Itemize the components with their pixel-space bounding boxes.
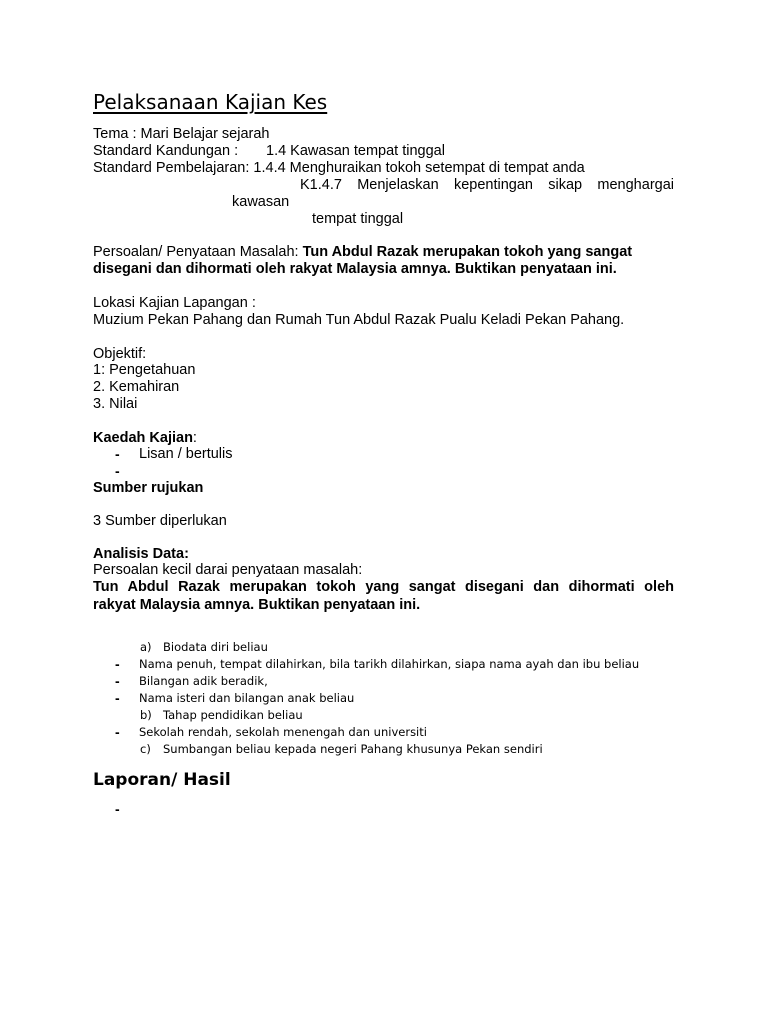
list-marker: b)	[140, 708, 152, 722]
bullet-dash: -	[115, 690, 120, 706]
list-item: Bilangan adik beradik,	[139, 674, 268, 688]
laporan-heading: Laporan/ Hasil	[93, 770, 231, 790]
kaedah-colon: :	[192, 430, 197, 446]
standard-pembelajaran-line: Standard Pembelajaran: 1.4.4 Menghuraikan tokoh setempat di tempat anda	[93, 160, 585, 176]
list-marker: a)	[140, 640, 152, 654]
kaedah-item: Lisan / bertulis	[139, 446, 233, 462]
sumber-label: Sumber rujukan	[93, 480, 204, 496]
list-marker: c)	[140, 742, 151, 756]
bullet-dash: -	[115, 724, 120, 740]
objektif-item: 2. Kemahiran	[93, 379, 180, 395]
lokasi-value: Muzium Pekan Pahang dan Rumah Tun Abdul Razak Pualu Keladi Pekan Pahang.	[93, 312, 625, 328]
kaedah-heading	[93, 430, 197, 446]
list-item: Nama isteri dan bilangan anak beliau	[139, 691, 355, 705]
objektif-item: 3. Nilai	[93, 396, 138, 412]
objektif-item: 1: Pengetahuan	[93, 362, 196, 378]
persoalan-line-1	[93, 244, 632, 260]
persoalan-statement-1: Tun Abdul Razak merupakan tokoh yang sangat	[302, 244, 633, 260]
standard-pembelajaran-kawasan: kawasan	[232, 194, 290, 210]
standard-pembelajaran-k147: K1.4.7 Menjelaskan kepentingan sikap menghargai	[300, 177, 674, 193]
analisis-statement-2: rakyat Malaysia amnya. Buktikan penyataan ini.	[93, 597, 421, 613]
persoalan-label: Persoalan/ Penyataan Masalah:	[93, 244, 303, 260]
standard-kandungan-label: Standard Kandungan :	[93, 143, 239, 159]
list-item: Sekolah rendah, sekolah menengah dan universiti	[139, 725, 427, 739]
bullet-dash: -	[115, 673, 120, 689]
analisis-label: Analisis Data:	[93, 546, 189, 562]
standard-kandungan-value: 1.4 Kawasan tempat tinggal	[266, 143, 445, 159]
standard-pembelajaran-tempat: tempat tinggal	[312, 211, 404, 227]
bullet-dash: -	[115, 801, 120, 817]
bullet-dash: -	[115, 463, 120, 479]
analisis-sub: Persoalan kecil darai penyataan masalah:	[93, 562, 363, 578]
sumber-value: 3 Sumber diperlukan	[93, 513, 227, 529]
bullet-dash: -	[115, 656, 120, 672]
lokasi-label: Lokasi Kajian Lapangan :	[93, 295, 256, 311]
kaedah-label: Kaedah Kajian	[93, 430, 193, 446]
list-item: Nama penuh, tempat dilahirkan, bila tarikh dilahirkan, siapa nama ayah dan ibu beliau	[139, 657, 640, 671]
bullet-dash: -	[115, 446, 120, 462]
objektif-label: Objektif:	[93, 346, 147, 362]
document-title: Pelaksanaan Kajian Kes	[93, 90, 328, 114]
persoalan-statement-2: disegani dan dihormati oleh rakyat Malaysia amnya. Buktikan penyataan ini.	[93, 261, 617, 277]
tema-line: Tema : Mari Belajar sejarah	[93, 126, 270, 142]
list-heading: Biodata diri beliau	[163, 640, 268, 654]
list-heading: Sumbangan beliau kepada negeri Pahang khusunya Pekan sendiri	[163, 742, 543, 756]
analisis-statement-1: Tun Abdul Razak merupakan tokoh yang sangat disegani dan dihormati oleh	[93, 579, 674, 595]
list-heading: Tahap pendidikan beliau	[163, 708, 303, 722]
